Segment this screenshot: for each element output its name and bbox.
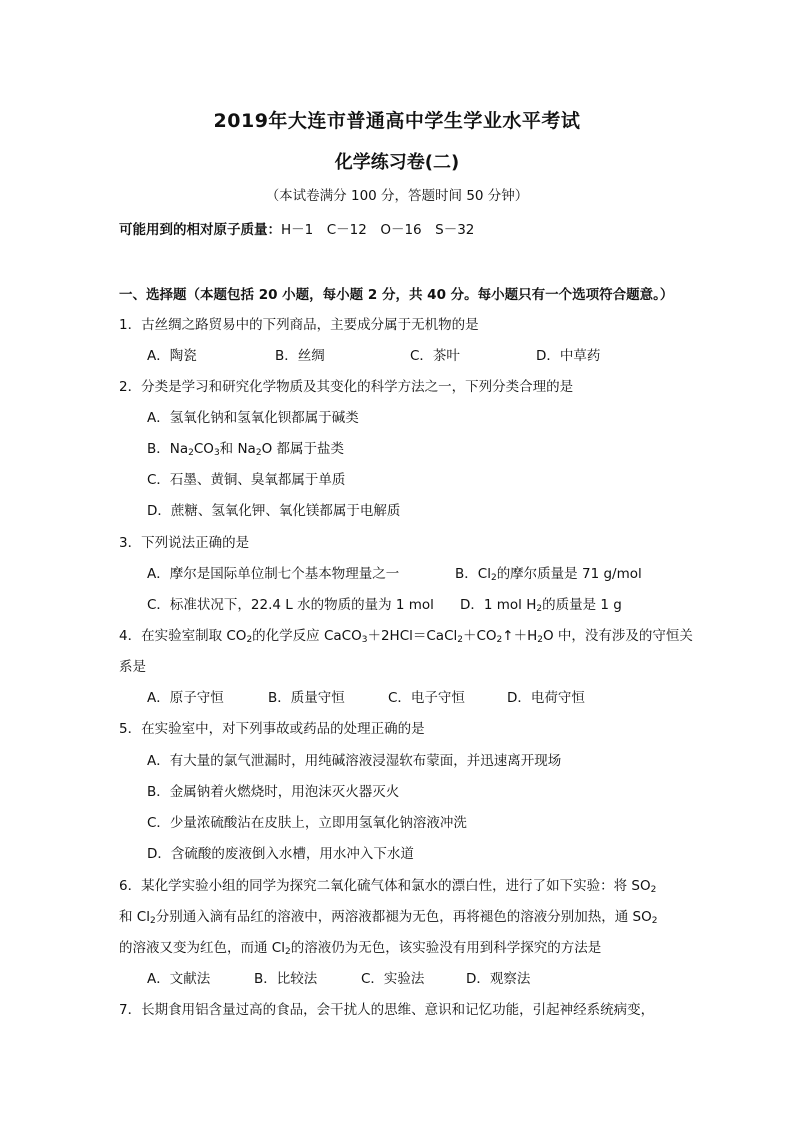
q1-option-b: B．丝绸 [275,348,325,364]
exam-subtitle: 化学练习卷(二) [334,152,460,173]
q5-option-d: D．含硫酸的废液倒入水槽，用水冲入下水道 [147,846,414,862]
q2-b-text: 和 Na [219,441,256,457]
q3-d-text: D．1 mol H [460,597,537,613]
q4-text: ＋2HCl＝CaCl [367,628,458,644]
q2-b-text: CO [193,441,214,457]
q1-stem: 1．古丝绸之路贸易中的下列商品，主要成分属于无机物的是 [119,317,479,333]
q3-b-text: 的摩尔质量是 71 g/mol [496,566,642,582]
section-title: 一、选择题（本题包括 20 小题，每小题 2 分，共 40 分。每小题只有一个选项符合题意。） [119,287,674,303]
q6-text: 分别通入滴有品红的溶液中，两溶液都褪为无色，再将褪色的溶液分别加热，通 SO [155,909,652,925]
q6-stem-line2 [119,905,657,925]
q3-b-sub: 2 [490,573,497,583]
q4-option-d: D．电荷守恒 [507,690,585,706]
q3-option-c: C．标准状况下，22.4 L 水的物质的量为 1 mol [147,597,434,613]
q5-option-c: C．少量浓硫酸沾在皮肤上，立即用氢氧化钠溶液冲洗 [147,815,467,831]
q3-option-d [460,593,622,613]
atomic-masses-label: 可能用到的相对原子质量： [119,222,281,238]
q4-sub: 2 [246,635,253,645]
q4-option-b: B．质量守恒 [268,690,345,706]
q2-b-text: O 都属于盐类 [261,441,344,457]
q4-text: ＋CO [462,628,497,644]
q2-b-sub: 2 [188,448,194,458]
q3-d-text: 的质量是 1 g [542,597,622,613]
q6-option-d: D．观察法 [466,971,531,987]
q1-option-c: C．茶叶 [410,348,460,364]
q6-text: 6．某化学实验小组的同学为探究二氧化硫气体和氯水的漂白性，进行了如下实验：将 SO [119,878,651,894]
q6-text: 和 Cl [119,909,150,925]
q6-option-c: C．实验法 [361,971,425,987]
q4-sub: 3 [361,635,368,645]
q3-d-sub: 2 [536,604,543,614]
q7-stem: 7．长期食用铝含量过高的食品，会干扰人的思维、意识和记忆功能，引起神经系统病变， [119,1002,655,1018]
q1-option-a: A．陶瓷 [147,348,197,364]
q3-stem: 3．下列说法正确的是 [119,535,250,551]
q4-stem-cont: 系是 [119,659,146,675]
q4-sub: 2 [496,635,503,645]
q6-option-a: A．文献法 [147,971,211,987]
q4-option-a: A．原子守恒 [147,690,224,706]
exam-note: （本试卷满分 100 分，答题时间 50 分钟） [265,188,529,204]
q6-sub: 2 [149,916,156,926]
q6-text: 的溶液又变为红色，而通 Cl [119,940,285,956]
q4-text: O 中，没有涉及的守恒关 [542,628,693,644]
q4-text: ↑＋H [502,628,538,644]
q5-option-a: A．有大量的氯气泄漏时，用纯碱溶液浸湿软布蒙面，并迅速离开现场 [147,753,562,769]
q3-option-b [455,562,642,582]
q5-option-b: B．金属钠着火燃烧时，用泡沫灭火器灭火 [147,784,400,800]
q6-stem-line3 [119,936,601,956]
q2-option-d: D．蔗糖、氢氧化钾、氧化镁都属于电解质 [147,503,401,519]
q6-sub: 2 [650,885,657,895]
exam-title: 2019年大连市普通高中学生学业水平考试 [213,110,581,132]
q2-option-c: C．石墨、黄铜、臭氧都属于单质 [147,472,346,488]
q4-sub: 2 [537,635,543,645]
q4-option-c: C．电子守恒 [388,690,465,706]
q6-sub: 2 [284,947,291,957]
q6-text: 的溶液仍为无色，该实验没有用到科学探究的方法是 [290,940,602,956]
q6-option-b: B．比较法 [254,971,318,987]
q2-b-sub: 3 [213,448,220,458]
q2-option-b [147,437,344,457]
q1-option-d: D．中草药 [536,348,601,364]
q3-b-text: B．Cl [455,566,491,582]
atomic-masses-values: H－1 C－12 O－16 S－32 [281,222,475,238]
q6-stem-line1 [119,874,656,894]
q2-stem: 2．分类是学习和研究化学物质及其变化的科学方法之一，下列分类合理的是 [119,379,574,395]
q4-sub: 2 [457,635,463,645]
q2-b-sub: 2 [255,448,262,458]
q4-text: 4．在实验室制取 CO [119,628,247,644]
q2-option-a: A．氢氧化钠和氢氧化钡都属于碱类 [147,410,359,426]
q5-stem: 5．在实验室中，对下列事故或药品的处理正确的是 [119,721,425,737]
q4-stem [119,624,693,644]
q4-text: 的化学反应 CaCO [252,628,362,644]
atomic-masses [119,218,474,238]
q3-option-a: A．摩尔是国际单位制七个基本物理量之一 [147,566,400,582]
q2-b-text: B．Na [147,441,189,457]
q6-sub: 2 [651,916,658,926]
